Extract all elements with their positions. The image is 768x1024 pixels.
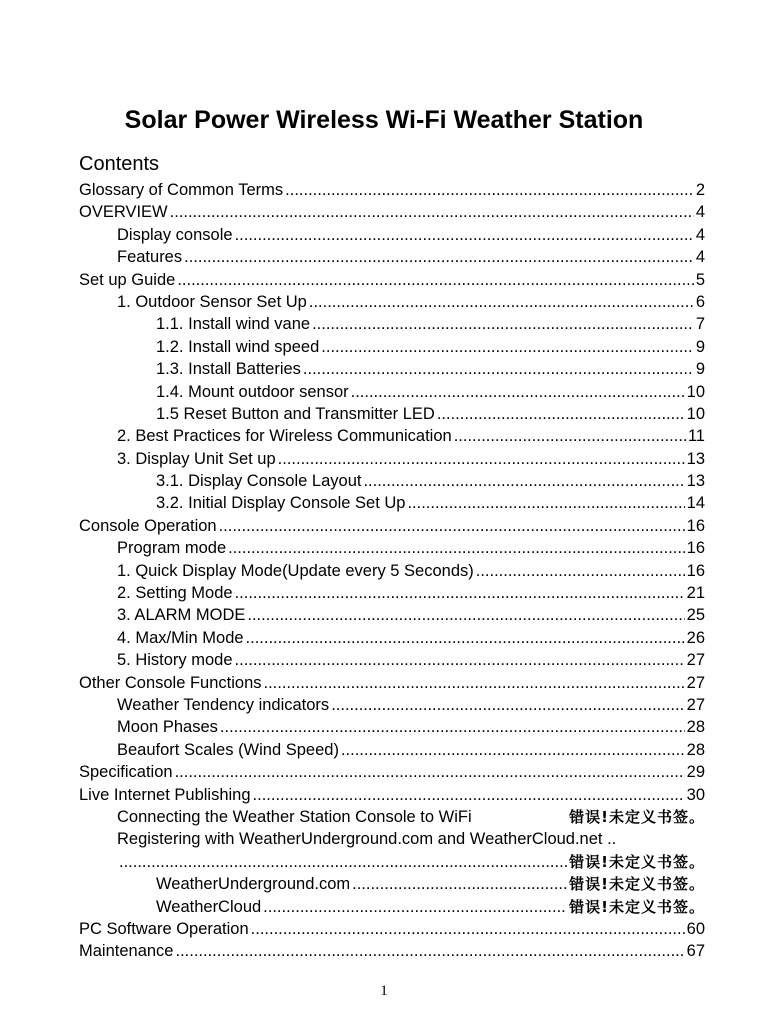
toc-entry-label: 4. Max/Min Mode xyxy=(117,628,244,647)
toc-entry-page: 16 xyxy=(686,561,705,580)
toc-dot-leader xyxy=(228,537,685,559)
toc-entry-page: 4 xyxy=(695,248,705,267)
toc-entry-label: Program mode xyxy=(117,539,227,558)
toc-entry-label: 2. Setting Mode xyxy=(117,584,233,603)
toc-entry-page: 9 xyxy=(695,337,705,356)
toc-dot-leader xyxy=(303,358,694,380)
toc-dot-leader xyxy=(253,784,685,806)
toc-entry[interactable] xyxy=(79,716,705,738)
toc-entry[interactable] xyxy=(79,224,705,246)
toc-dot-leader xyxy=(351,381,685,403)
toc-entry-page: 14 xyxy=(686,494,705,513)
toc-dot-leader xyxy=(285,179,694,201)
toc-dot-leader xyxy=(321,336,694,358)
toc-dot-leader xyxy=(363,470,684,492)
toc-dot-leader xyxy=(331,694,684,716)
toc-entry[interactable] xyxy=(79,358,705,380)
toc-entry-page: 13 xyxy=(686,472,705,491)
toc-entry-label: 1.1. Install wind vane xyxy=(156,315,311,334)
toc-entry-label: Weather Tendency indicators xyxy=(117,695,330,714)
toc-entry-page: 11 xyxy=(687,427,705,446)
toc-entry[interactable] xyxy=(79,381,705,403)
toc-entry-page: 30 xyxy=(686,785,705,804)
toc-entry-label: Connecting the Weather Station Console to WiFi xyxy=(117,807,472,826)
toc-entry-page: 2 xyxy=(695,181,705,199)
toc-entry-label: Beaufort Scales (Wind Speed) xyxy=(117,740,339,759)
toc-entry[interactable] xyxy=(79,425,705,447)
toc-entry-page: 27 xyxy=(686,695,705,714)
toc-dot-leader xyxy=(235,649,685,671)
toc-entry[interactable] xyxy=(79,515,705,537)
toc-dot-leader xyxy=(220,716,685,738)
toc-entry-page: 10 xyxy=(686,382,705,401)
toc-entry-label: 1.3. Install Batteries xyxy=(156,360,301,379)
toc-entry-page: 9 xyxy=(695,360,705,379)
toc-entry[interactable] xyxy=(79,336,705,358)
toc-entry[interactable] xyxy=(79,470,705,492)
toc-dot-leader xyxy=(309,291,694,313)
toc-entry-page: 28 xyxy=(686,740,705,759)
toc-entry-label: 1.4. Mount outdoor sensor xyxy=(156,382,349,401)
toc-entry-label: WeatherCloud xyxy=(156,897,262,916)
toc-dot-leader xyxy=(175,761,685,783)
toc-dot-leader xyxy=(264,672,685,694)
toc-entry-page: 5 xyxy=(695,270,705,289)
toc-entry-label: 3.2. Initial Display Console Set Up xyxy=(156,494,406,513)
toc-entry[interactable] xyxy=(79,649,705,671)
toc-entry-label: 1. Quick Display Mode(Update every 5 Seconds) xyxy=(117,561,474,580)
toc-entry[interactable] xyxy=(79,582,705,604)
toc-dot-leader xyxy=(235,582,685,604)
contents-heading: Contents xyxy=(79,153,160,175)
toc-entry[interactable] xyxy=(79,918,705,940)
toc-entry-page: 25 xyxy=(686,606,705,625)
toc-entry-label: Set up Guide xyxy=(79,270,176,289)
toc-entry-label: Glossary of Common Terms xyxy=(79,181,284,199)
toc-entry-page: 错误!未定义书签。 xyxy=(569,807,705,826)
toc-entry[interactable] xyxy=(79,179,705,201)
toc-entry-label: 5. History mode xyxy=(117,651,233,670)
toc-entry-page: 27 xyxy=(686,651,705,670)
toc-entry-label: 2. Best Practices for Wireless Communication xyxy=(117,427,452,446)
toc-entry-label: Specification xyxy=(79,763,173,782)
toc-dot-leader xyxy=(263,896,567,918)
toc-entry[interactable] xyxy=(79,851,705,873)
toc-dot-leader xyxy=(437,403,685,425)
toc-entry-page: 67 xyxy=(686,942,705,961)
toc-entry-label: 1.5 Reset Button and Transmitter LED xyxy=(156,404,435,423)
toc-entry-label: Features xyxy=(117,248,183,267)
toc-entry-page: 16 xyxy=(686,539,705,558)
toc-dot-leader xyxy=(119,851,567,873)
toc-entry[interactable] xyxy=(79,492,705,514)
toc-dot-leader xyxy=(251,918,685,940)
toc-entry[interactable] xyxy=(79,560,705,582)
toc-entry[interactable] xyxy=(79,313,705,335)
toc-entry-page: 错误!未定义书签。 xyxy=(569,852,705,871)
toc-dot-leader xyxy=(235,224,694,246)
toc-entry-label: Registering with WeatherUnderground.com and WeatherCloud.net .. xyxy=(117,830,617,849)
toc-entry-label: PC Software Operation xyxy=(79,919,249,938)
toc-entry-page: 7 xyxy=(695,315,705,334)
toc-dot-leader xyxy=(175,940,684,962)
toc-entry[interactable] xyxy=(79,784,705,806)
toc-entry[interactable] xyxy=(79,627,705,649)
toc-entry[interactable] xyxy=(79,806,705,828)
table-of-contents xyxy=(79,179,705,963)
toc-entry[interactable] xyxy=(79,604,705,626)
toc-dot-leader xyxy=(247,604,684,626)
toc-dot-leader xyxy=(170,201,694,223)
toc-entry-page: 27 xyxy=(686,673,705,692)
toc-entry-page: 29 xyxy=(686,763,705,782)
toc-entry[interactable] xyxy=(79,246,705,268)
toc-dot-leader xyxy=(184,246,694,268)
toc-dot-leader xyxy=(177,269,693,291)
toc-entry-page: 错误!未定义书签。 xyxy=(569,875,705,894)
toc-entry-page: 13 xyxy=(686,449,705,468)
toc-dot-leader xyxy=(219,515,685,537)
toc-entry[interactable] xyxy=(79,269,705,291)
toc-dot-leader xyxy=(312,313,694,335)
toc-dot-leader xyxy=(476,560,685,582)
toc-entry[interactable] xyxy=(79,448,705,470)
toc-entry-page: 16 xyxy=(686,516,705,535)
toc-entry[interactable] xyxy=(79,291,705,313)
toc-entry-page: 6 xyxy=(695,292,705,311)
toc-entry-label: Moon Phases xyxy=(117,718,218,737)
toc-entry-page: 4 xyxy=(695,225,705,244)
toc-entry[interactable] xyxy=(79,403,705,425)
toc-entry[interactable] xyxy=(79,201,705,223)
toc-entry[interactable] xyxy=(79,694,705,716)
toc-entry-label: 1.2. Install wind speed xyxy=(156,337,320,356)
toc-entry-label: 1. Outdoor Sensor Set Up xyxy=(117,292,307,311)
toc-entry-page: 60 xyxy=(686,919,705,938)
toc-dot-leader xyxy=(341,739,685,761)
toc-entry-label: WeatherUnderground.com xyxy=(156,875,351,894)
toc-dot-leader xyxy=(407,492,684,514)
toc-entry-label: Maintenance xyxy=(79,942,174,961)
toc-entry[interactable] xyxy=(79,896,705,918)
toc-entry-label: 3. ALARM MODE xyxy=(117,606,246,625)
toc-dot-leader xyxy=(278,448,685,470)
toc-entry-label: Display console xyxy=(117,225,233,244)
toc-entry-label: 3. Display Unit Set up xyxy=(117,449,276,468)
toc-dot-leader xyxy=(454,425,686,447)
toc-entry-page: 28 xyxy=(686,718,705,737)
toc-entry-page: 21 xyxy=(686,584,705,603)
toc-entry-label: Live Internet Publishing xyxy=(79,785,251,804)
toc-entry-page: 10 xyxy=(686,404,705,423)
toc-entry-page: 26 xyxy=(686,628,705,647)
toc-entry[interactable] xyxy=(79,739,705,761)
toc-entry-page: 4 xyxy=(695,203,705,222)
toc-entry-label: Other Console Functions xyxy=(79,673,262,692)
toc-entry[interactable] xyxy=(79,873,705,895)
toc-entry[interactable] xyxy=(79,940,705,962)
document-title: Solar Power Wireless Wi-Fi Weather Station xyxy=(124,106,644,134)
page-number: 1 xyxy=(380,983,388,999)
toc-entry-label: OVERVIEW xyxy=(79,203,168,222)
toc-entry[interactable] xyxy=(79,761,705,783)
toc-entry[interactable] xyxy=(79,828,705,850)
toc-dot-leader xyxy=(246,627,685,649)
toc-entry[interactable] xyxy=(79,672,705,694)
toc-dot-leader xyxy=(352,873,567,895)
toc-entry[interactable] xyxy=(79,537,705,559)
toc-entry-label: 3.1. Display Console Layout xyxy=(156,472,362,491)
toc-entry-page: 错误!未定义书签。 xyxy=(569,897,705,916)
toc-entry-label: Console Operation xyxy=(79,516,217,535)
